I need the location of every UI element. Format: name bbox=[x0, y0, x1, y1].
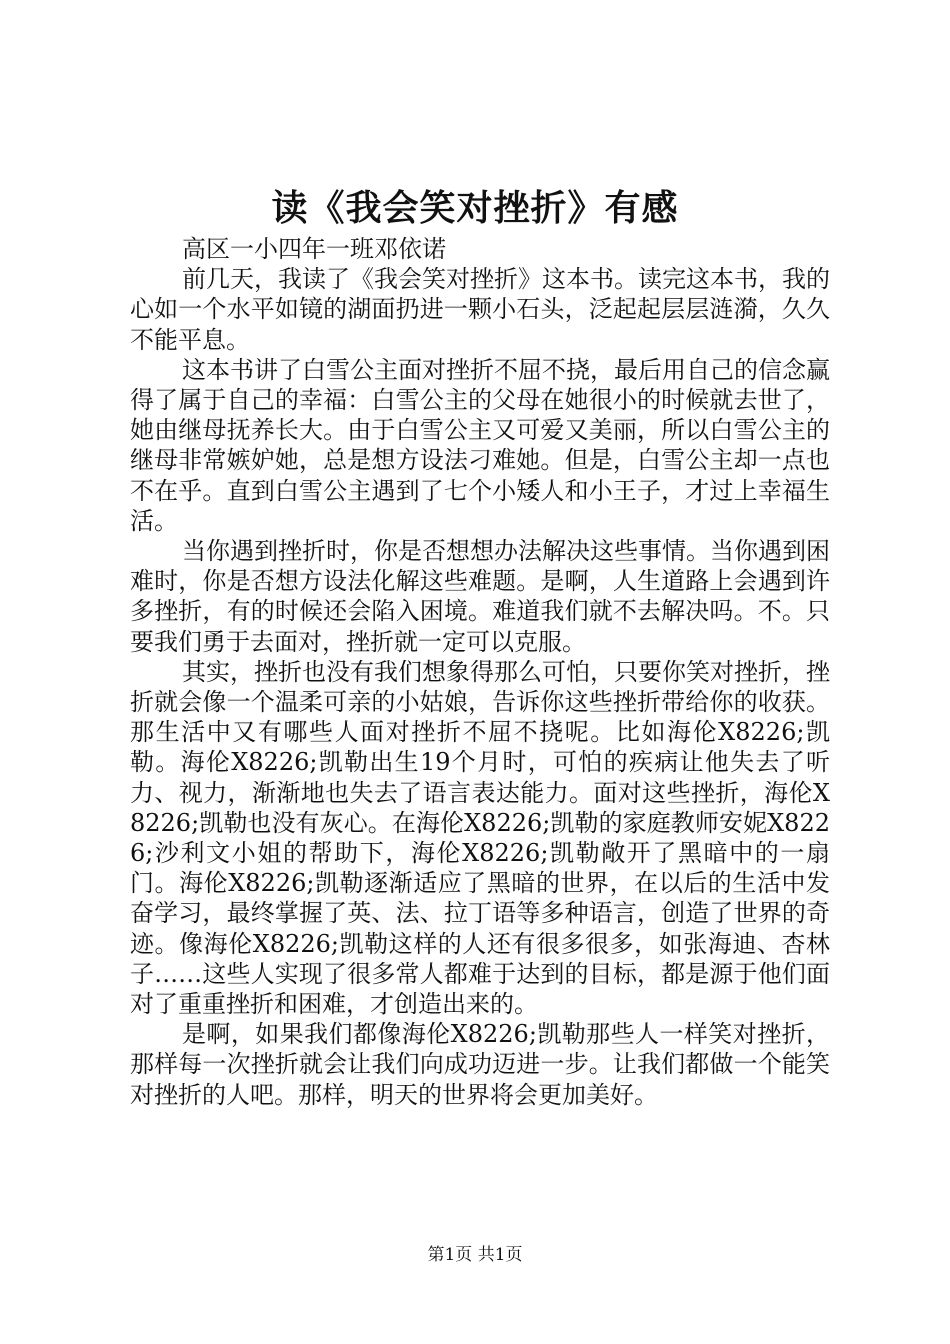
document-title: 读《我会笑对挫折》有感 bbox=[271, 187, 679, 229]
paragraph-2: 这本书讲了白雪公主面对挫折不屈不挠，最后用自己的信念赢得了属于自己的幸福：白雪公主的父母在她很小的时候就去世了，她由继母抚养长大。由于白雪公主又可爱又美丽，所以白雪公主的继母非常嫉妒她，总是想方设法刁难她。但是，白雪公主却一点也不在乎。直到白雪公主遇到了七个小矮人和小王子，才过上幸福生活。 bbox=[130, 355, 830, 535]
page-footer: 第1页 共1页 bbox=[427, 1245, 523, 1265]
document-body bbox=[130, 234, 830, 1110]
paragraph-1: 前几天，我读了《我会笑对挫折》这本书。读完这本书，我的心如一个水平如镜的湖面扔进一颗小石头，泛起起层层涟漪，久久不能平息。 bbox=[130, 265, 830, 354]
paragraph-4: 其实，挫折也没有我们想象得那么可怕，只要你笑对挫折，挫折就会像一个温柔可亲的小姑娘，告诉你这些挫折带给你的收获。那生活中又有哪些人面对挫折不屈不挠呢。比如海伦X8226;凯勒。海伦X8226;凯勒出生19个月时，可怕的疾病让他失去了听力、视力，渐渐地也失去了语言表达能力。面对这些挫折，海伦X8226;凯勒也没有灰心。在海伦X8226;凯勒的家庭教师安妮X8226;沙利文小姐的帮助下，海伦X8226;凯勒敞开了黑暗中的一扇门。海伦X8226;凯勒逐渐适应了黑暗的世界，在以后的生活中发奋学习，最终掌握了英、法、拉丁语等多种语言，创造了世界的奇迹。像海伦X8226;凯勒这样的人还有很多很多，如张海迪、杏林子……这些人实现了很多常人都难于达到的目标，都是源于他们面对了重重挫折和困难，才创造出来的。 bbox=[130, 657, 830, 1019]
author-line: 高区一小四年一班邓依诺 bbox=[182, 235, 446, 263]
paragraph-3: 当你遇到挫折时，你是否想想办法解决这些事情。当你遇到困难时，你是否想方设法化解这些难题。是啊，人生道路上会遇到许多挫折，有的时候还会陷入困境。难道我们就不去解决吗。不。只要我们勇于去面对，挫折就一定可以克服。 bbox=[130, 537, 830, 656]
paragraph-5: 是啊，如果我们都像海伦X8226;凯勒那些人一样笑对挫折，那样每一次挫折就会让我们向成功迈进一步。让我们都做一个能笑对挫折的人吧。那样，明天的世界将会更加美好。 bbox=[130, 1020, 830, 1109]
